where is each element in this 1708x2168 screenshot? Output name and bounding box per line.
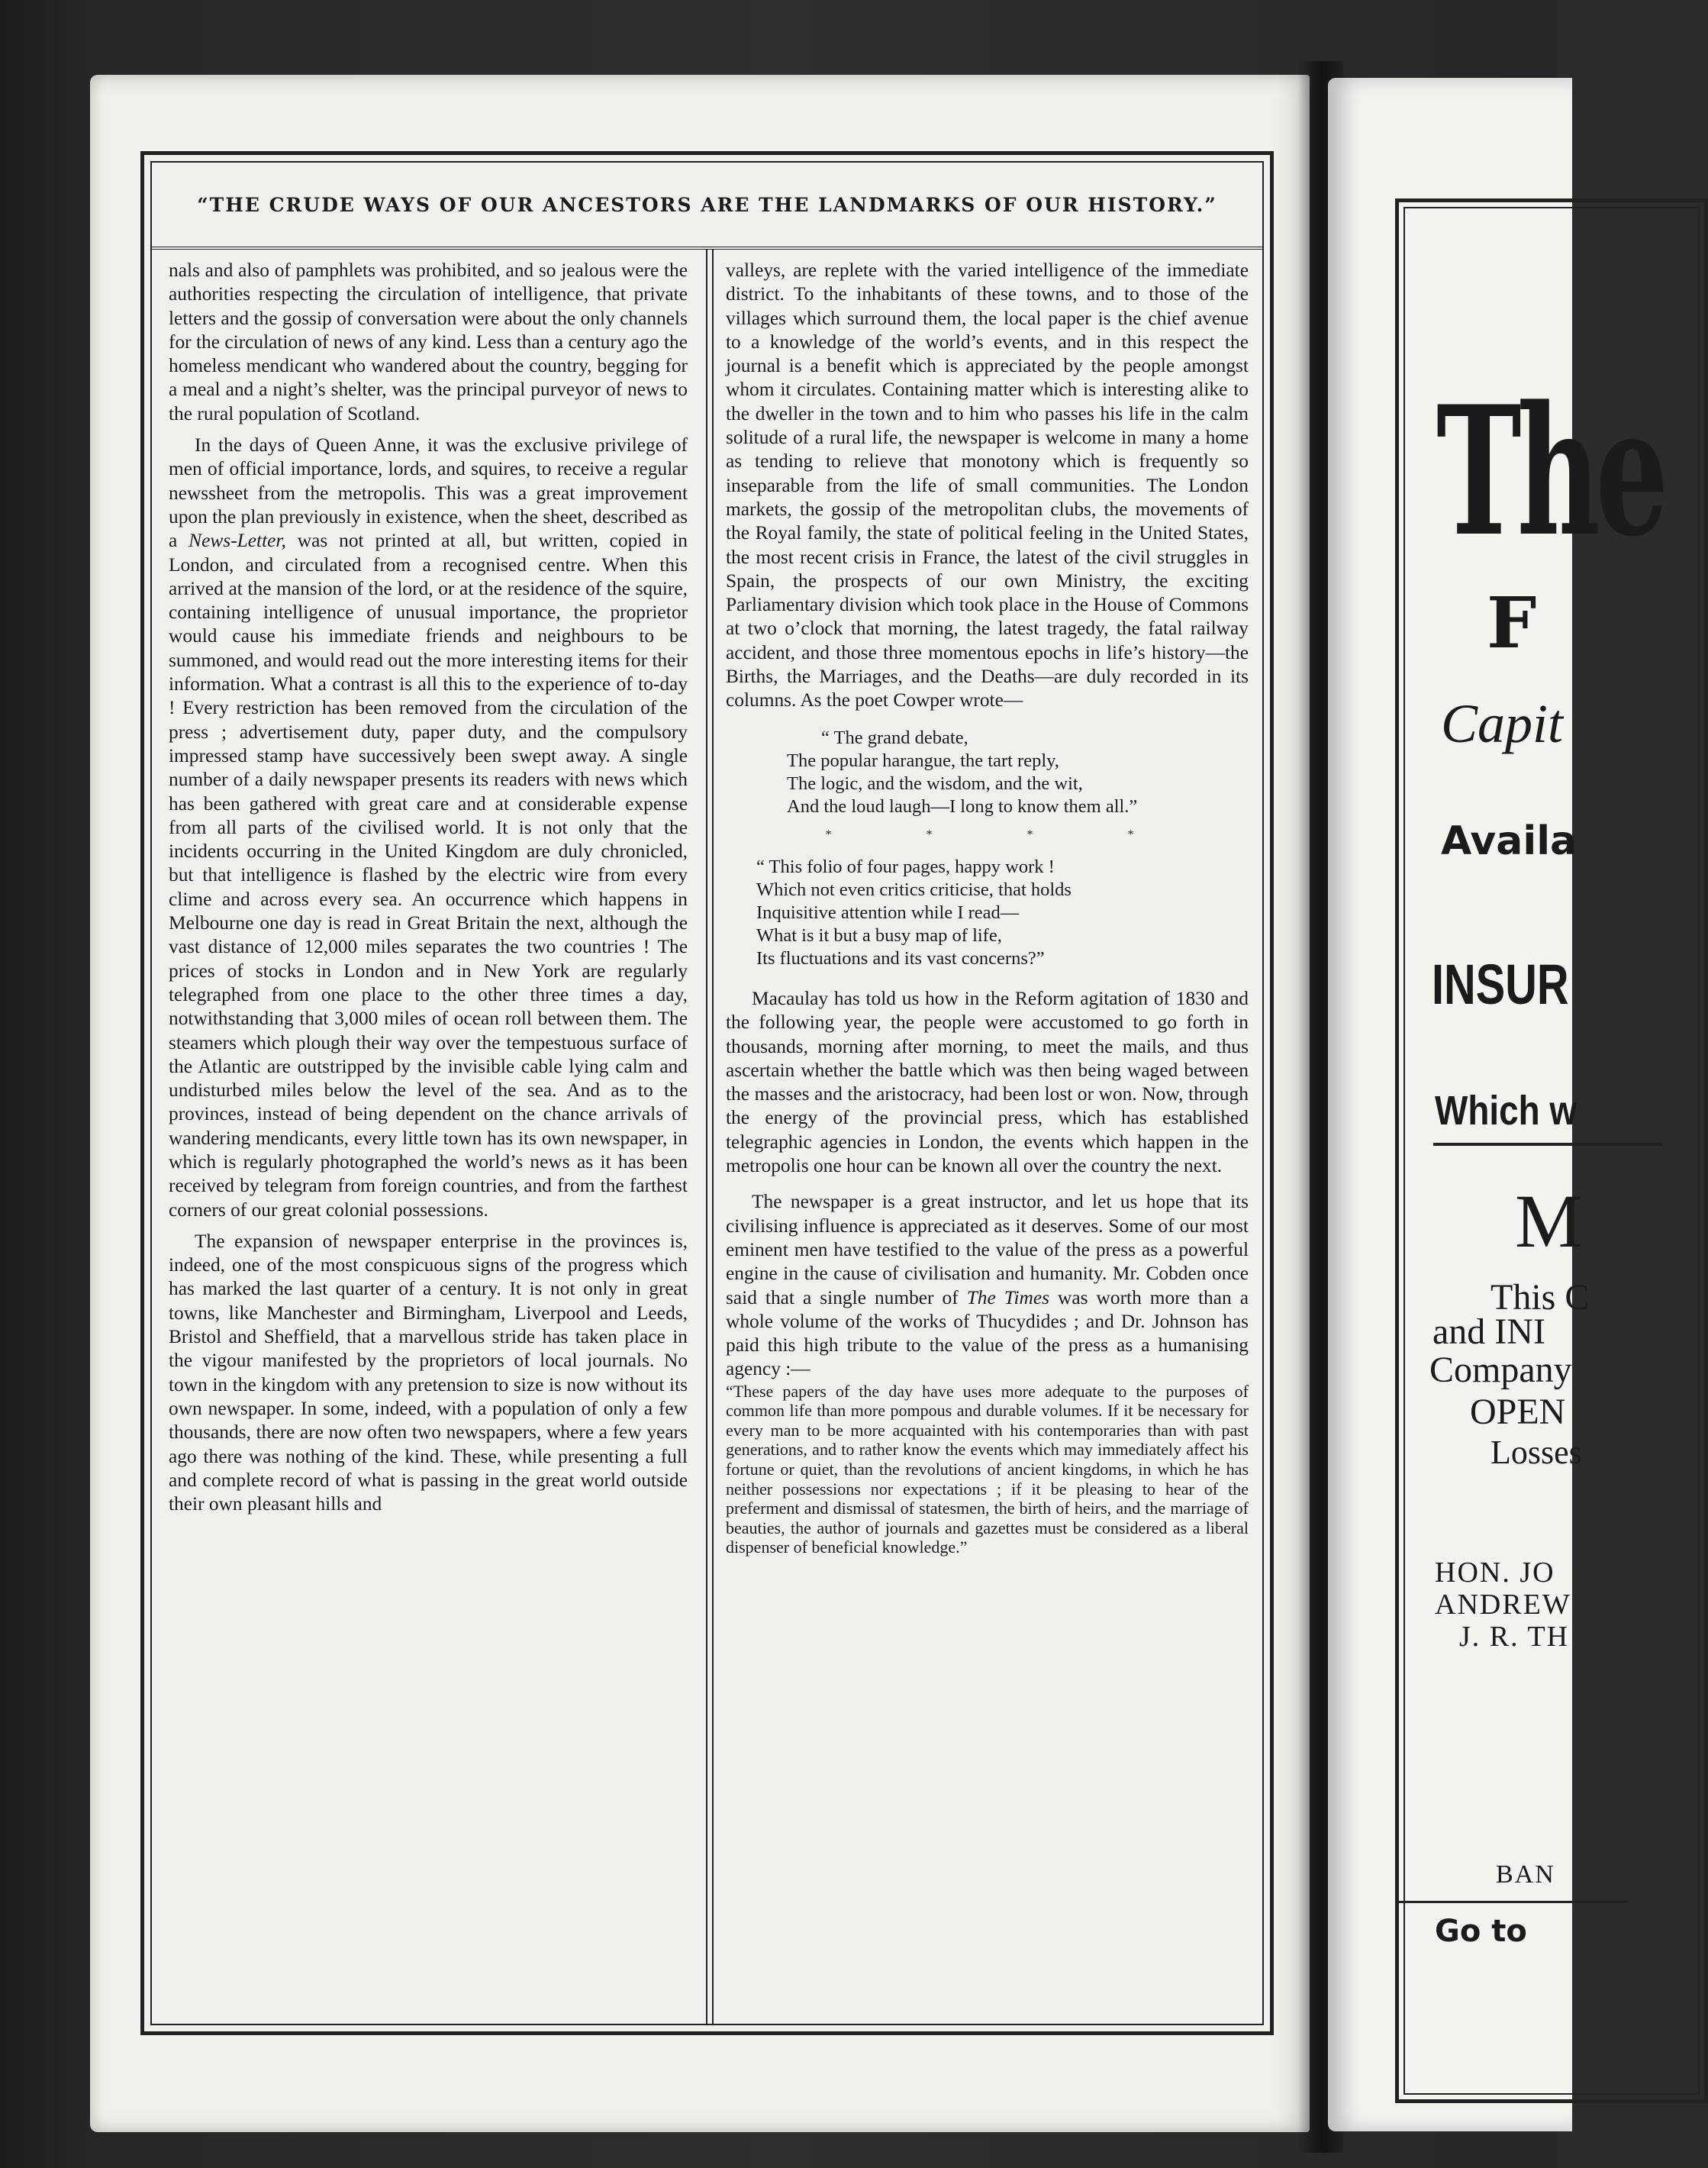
ad-blackletter-heading: The	[1436, 368, 1664, 576]
ad-line: Company	[1429, 1350, 1572, 1390]
paragraph: nals and also of pamphlets was prohibited, and so jealous were the authorities respecting the circulation of intelligence, that private letters and the gossip of conversation were about the only channels for the circulation of news of any kind. Less than a century ago the homeless mendicant who wandered about the country, begging for a meal and a night’s shelter, was the principal purveyor of news to the rural population of Scotland.	[169, 260, 688, 424]
ad-rule	[1433, 1143, 1662, 1146]
right-column	[726, 259, 1249, 2018]
paragraph: Macaulay has told us how in the Reform agitation of 1830 and the following year, the people were accustomed to go forth in thousands, morning after morning, to meet the mails, and thus ascertain whether the battle which was then being waged between the masses and the aristocracy, had been lost or won. Now, through the energy of the provincial press, which has established telegraphic agencies in London, the events which happen in the metropolis one hour can be known all over the country the next.	[726, 987, 1249, 1177]
page-border	[140, 151, 1274, 2035]
ad-line: Availa	[1441, 818, 1577, 864]
paragraph: The newspaper is a great instructor, and let us hope that its civilising influence is appreciated as it deserves. Some of our most eminent men have testified to the value of the press as a powerful engine in the cause of civilisation and humanity. Mr. Cobden once said that a single number of The Times was worth more than a whole volume of the works of Thucydides ; and Dr. Johnson has paid this high tribute to the value of the press as a humanising agency :—	[726, 1191, 1249, 1380]
ad-rule	[1398, 1901, 1627, 1903]
adjacent-page	[1328, 78, 1664, 2131]
ad-line: J. R. TH	[1459, 1621, 1570, 1653]
ad-line: Which w	[1435, 1088, 1577, 1134]
verse-line: “ This folio of four pages, happy work !	[756, 856, 1055, 877]
ad-line: ANDREW	[1435, 1589, 1571, 1621]
ad-line: INSUR	[1432, 953, 1569, 1016]
ad-line: BAN	[1496, 1860, 1555, 1889]
verse-line: The popular harangue, the tart reply,	[787, 750, 1059, 771]
verse-line: Inquisitive attention while I read—	[756, 902, 1020, 923]
ad-line: Losses	[1490, 1434, 1582, 1471]
block-quote: “These papers of the day have uses more adequate to the purposes of common life than more pompous and durable volumes. If it be necessary for every man to be more acquainted with his contemporaries than with past generations, and to rather know the events which may immediately affect his fortune or quiet, than the revolutions of ancient kingdoms, in which he has neither possessions nor expectations ; if it be pleasing to hear of the preferment and dismissal of statesmen, the birth of heirs, and the marriage of beauties, the author of journals and gazettes must be considered as a liberal dispenser of beneficial knowledge.”	[726, 1381, 1249, 1557]
ad-line: OPEN	[1470, 1392, 1566, 1432]
column-divider	[706, 250, 714, 2024]
ad-line: Go to	[1435, 1914, 1527, 1949]
running-header: “THE CRUDE WAYS OF OUR ANCESTORS ARE THE LANDMARKS OF OUR HISTORY.”	[152, 163, 1262, 250]
ad-line: This C	[1490, 1277, 1590, 1318]
left-column	[169, 259, 688, 2018]
page-inner-border	[150, 161, 1264, 2025]
verse-line: Which not even critics criticise, that holds	[756, 879, 1072, 900]
verse-line: What is it but a busy map of life,	[756, 924, 1002, 946]
paragraph: The expansion of newspaper enterprise in the provinces is, indeed, one of the most conspicuous signs of the progress which has marked the last quarter of a century. It is not only in great towns, like Manchester and Birmingham, Liverpool and Leeds, Bristol and Sheffield, that a marvellous stride has taken place in the vigour manifested by the proprietors of local journals. No town in the kingdom with any pretension to size is now without its own newspaper. In some, indeed, with a population of only a few thousands, there are now often two newspapers, where a few years ago there was nothing of the kind. These, while presenting a full and complete record of what is passing in the great world outside their own pleasant hills and	[169, 1230, 688, 1515]
left-page	[90, 75, 1310, 2132]
verse-quote	[726, 727, 1249, 818]
ad-heading: M	[1515, 1179, 1583, 1263]
paragraph: In the days of Queen Anne, it was the exclusive privilege of men of official importance, lords, and squires, to receive a regular newssheet from the metropolis. This was a great improvement upon the plan previously in existence, when the sheet, described as a News-Letter, was not printed at all, but written, copied in London, and circulated from a recognised centre. When this arrived at the mansion of the lord, or at the residence of the squire, containing intelligence of unusual importance, the proprietor would cause his immediate friends and neighbours to be summoned, and would read out the more interesting items for their information. What a contrast is all this to the experience of to-day ! Every restriction has been removed from the circulation of the press ; advertisement duty, paper duty, and the compulsory impressed stamp have successively been swept away. A single number of a daily newspaper presents its readers with news which has been gathered with great care and at considerable expense from all parts of the civilised world. It is not only that the incidents occurring in the United Kingdom are duly chronicled, but that intelligence is flashed by the electric wire from every clime and across every sea. An occurrence which happens in Melbourne one day is read in Great Britain the next, although the vast distance of 12,000 miles separates the two countries ! The prices of stocks in London and in New York are regularly telegraphed from one place to the other three times a day, notwithstanding that 3,000 miles of ocean roll between them. The steamers which plough their way over the tempestuous surface of the Atlantic are outstripped by the invisible cable lying calm and undisturbed miles below the level of the sea. And as to the provinces, instead of being dependent on the chance arrivals of wandering mendicants, every little town has its own newspaper, in which is regularly photographed the world’s news as it has been received by telegram from foreign countries, and from the farthest corners of our great colonial possessions.	[169, 434, 688, 1221]
ad-line: and INI	[1432, 1311, 1545, 1352]
paragraph: valleys, are replete with the varied intelligence of the immediate district. To the inhabitants of these towns, and to those of the villages which surround them, the local paper is the chief avenue to a knowledge of the world’s events, and in this respect the journal is a benefit which is appreciated by the people amongst whom it circulates. Containing matter which is interesting alike to the dweller in the town and to him who passes his life in the calm solitude of a rural life, the newspaper is welcome in many a home as tending to relieve that monotony which is frequently so inseparable from the life of small communities. The London markets, the gossip of the metropolitan clubs, the movements of the Royal family, the state of political feeling in the United States, the most recent crisis in France, the latest of the civil struggles in Spain, the prospects of our own Ministry, the exciting Parliamentary division which took place in the House of Commons at two o’clock that morning, the latest tragedy, the fatal railway accident, and those three momentous epochs in life’s history—the Births, the Marriages, and the Deaths—are duly recorded in its columns. As the poet Cowper wrote—	[726, 260, 1249, 711]
verse-line: Its fluctuations and its vast concerns?”	[756, 947, 1045, 969]
asterism: * * * *	[825, 828, 1180, 841]
verse-line: And the loud laugh—I long to know them all.”	[787, 795, 1138, 817]
italic-title: News-Letter,	[189, 530, 286, 552]
verse-quote	[726, 856, 1249, 970]
verse-line: “ The grand debate,	[821, 727, 968, 748]
ad-subheading: Capit	[1441, 693, 1564, 754]
verse-line: The logic, and the wisdom, and the wit,	[787, 773, 1083, 794]
ad-heading: F	[1487, 582, 1543, 664]
italic-title: The Times	[966, 1286, 1050, 1308]
ad-line: HON. JO	[1435, 1557, 1555, 1589]
